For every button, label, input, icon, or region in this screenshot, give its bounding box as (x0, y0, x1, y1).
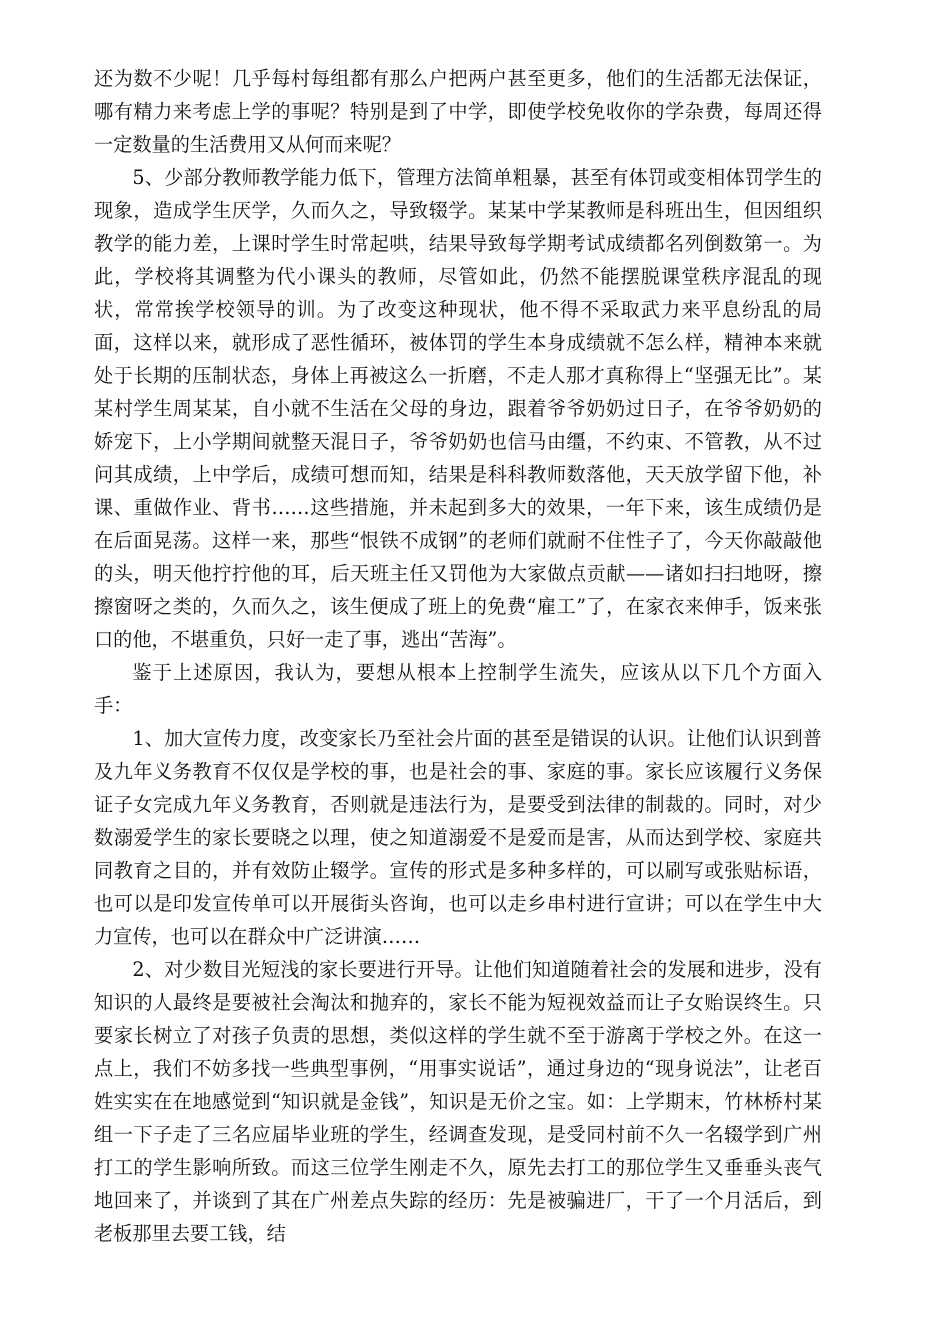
paragraph-measure-1: 1、加大宣传力度，改变家长乃至社会片面的甚至是错误的认识。让他们认识到普及九年义务教育不仅仅是学校的事，也是社会的事、家庭的事。家长应该履行义务保证子女完成九年义务教育，否则就是违法行为，是要受到法律的制裁的。同时，对少数溺爱学生的家长要晓之以理，使之知道溺爱不是爱而是害，从而达到学校、家庭共同教育之目的，并有效防止辍学。宣传的形式是多种多样的，可以刷写或张贴标语，也可以是印发宣传单可以开展街头咨询，也可以走乡串村进行宣讲；可以在学生中大力宣传，也可以在群众中广泛讲演…… (94, 727, 822, 948)
paragraph-measure-2: 2、对少数目光短浅的家长要进行开导。让他们知道随着社会的发展和进步，没有知识的人最终是要被社会淘汰和抛弃的，家长不能为短视效益而让子女贻误终生。只要家长树立了对孩子负责的思想，类似这样的学生就不至于游离于学校之外。在这一点上，我们不妨多找一些典型事例，“用事实说话”，通过身边的“现身说法”，让老百姓实实在在地感觉到“知识就是金钱”，知识是无价之宝。如：上学期末，竹林桥村某组一下子走了三名应届毕业班的学生，经调查发现，是受同村前不久一名辍学到广州打工的学生影响所致。而这三位学生刚走不久，原先去打工的那位学生又垂垂头丧气地回来了，并谈到了其在广州差点失踪的经历：先是被骗进厂，干了一个月活后，到老板那里去要工钱，结 (94, 958, 822, 1245)
paragraph-reason-5: 5、少部分教师教学能力低下，管理方法简单粗暴，甚至有体罚或变相体罚学生的现象，造成学生厌学，久而久之，导致辍学。某某中学某教师是科班出生，但因组织教学的能力差，上课时学生时常起哄，结果导致每学期考试成绩都名列倒数第一。为此，学校将其调整为代小课头的教师，尽管如此，仍然不能摆脱课堂秩序混乱的现状，常常挨学校领导的训。为了改变这种现状，他不得不采取武力来平息纷乱的局面，这样以来，就形成了恶性循环，被体罚的学生本身成绩就不怎么样，精神本来就处于长期的压制状态，身体上再被这么一折磨，不走人那才真称得上“坚强无比”。某某村学生周某某，自小就不生活在父母的身边，跟着爷爷奶奶过日子，在爷爷奶奶的娇宠下，上小学期间就整天混日子，爷爷奶奶也信马由缰，不约束、不管教，从不过问其成绩，上中学后，成绩可想而知，结果是科科教师数落他，天天放学留下他，补课、重做作业、背书……这些措施，并未起到多大的效果，一年下来，该生成绩仍是在后面晃荡。这样一来，那些“恨铁不成钢”的老师们就耐不住性子了，今天你敲敲他的头，明天他拧拧他的耳，后天班主任又罚他为大家做点贡献——诸如扫扫地呀，擦擦窗呀之类的，久而久之，该生便成了班上的免费“雇工”了，在家衣来伸手，饭来张口的他，不堪重负，只好一走了事，逃出“苦海”。 (94, 166, 822, 651)
paragraph-measures-intro: 鉴于上述原因，我认为，要想从根本上控制学生流失，应该从以下几个方面入手： (94, 661, 822, 717)
paragraph-continuation: 还为数不少呢！几乎每村每组都有那么户把两户甚至更多，他们的生活都无法保证，哪有精力来考虑上学的事呢？特别是到了中学，即使学校免收你的学杂费，每周还得一定数量的生活费用又从何而来呢？ (94, 67, 822, 156)
document-body (94, 62, 822, 1250)
